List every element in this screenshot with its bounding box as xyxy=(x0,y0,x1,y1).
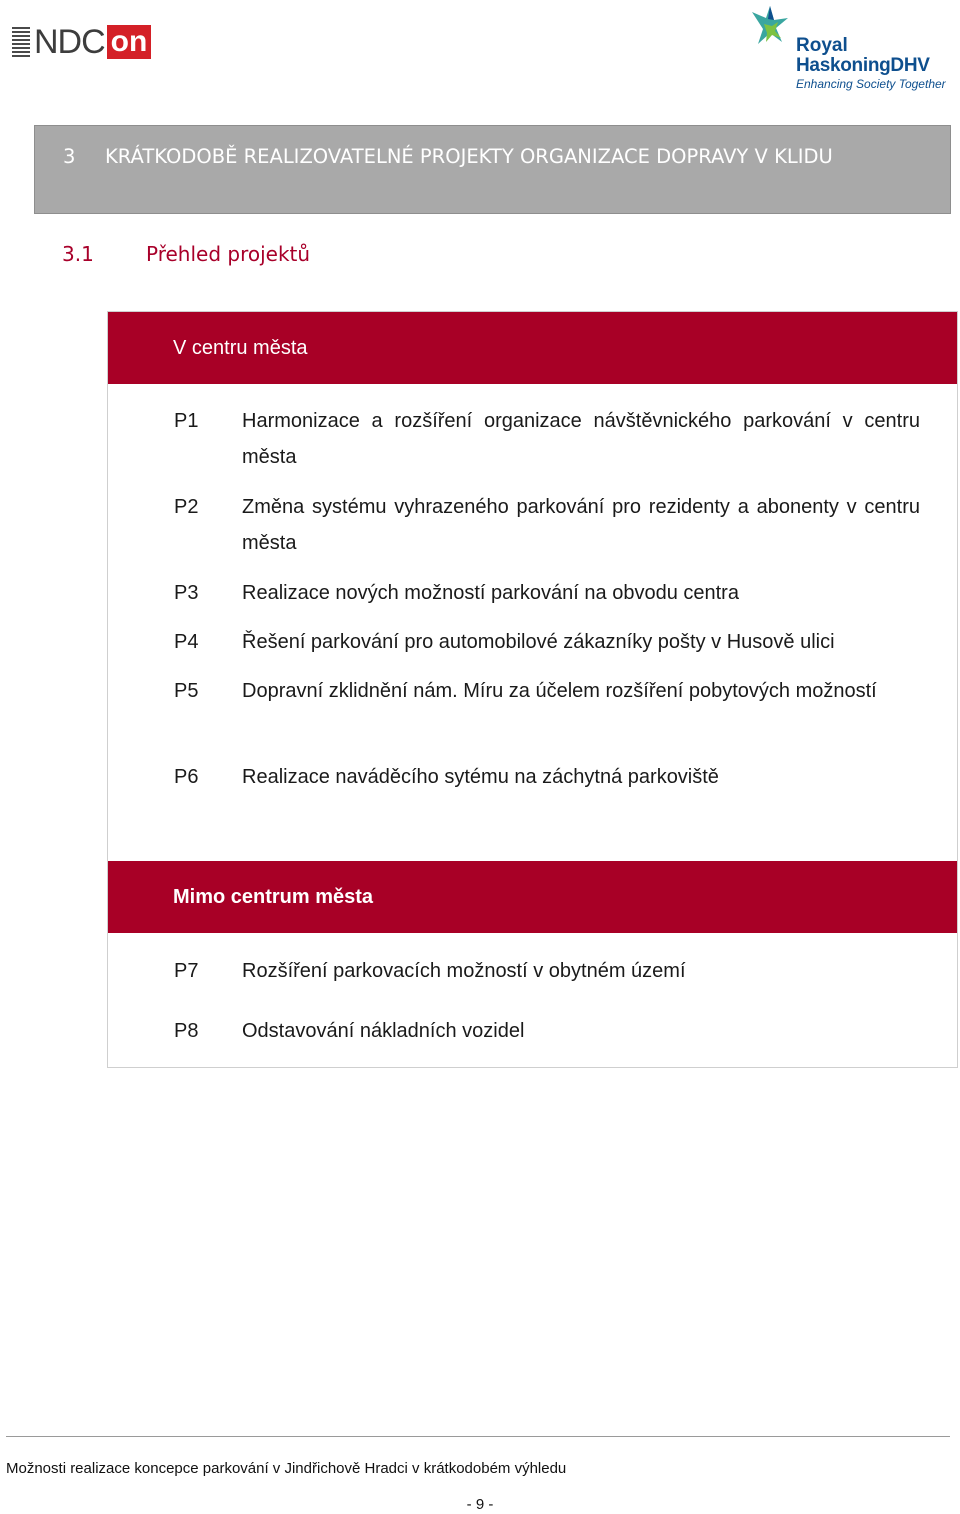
project-description: Změna systému vyhrazeného parkování pro rezidenty a abonenty v centru města xyxy=(242,496,920,554)
ndc-bars-icon xyxy=(12,27,30,57)
project-code: P6 xyxy=(174,766,199,788)
royal-haskoning-star-icon xyxy=(748,4,794,60)
logo-accent-text: on xyxy=(107,25,152,59)
group-title: V centru města xyxy=(173,337,308,359)
project-code: P2 xyxy=(174,496,199,518)
ndcon-logo xyxy=(12,22,151,62)
chapter-number: 3 xyxy=(63,145,76,168)
logo-text: NDC xyxy=(34,23,105,61)
group-title: Mimo centrum města xyxy=(173,886,374,908)
project-code: P4 xyxy=(174,631,199,653)
footer-text: Možnosti realizace koncepce parkování v Jindřichově Hradci v krátkodobém výhledu xyxy=(6,1460,567,1477)
logo-tagline: Enhancing Society Together xyxy=(796,77,946,91)
section-number: 3.1 xyxy=(62,242,94,266)
project-description: Odstavování nákladních vozidel xyxy=(242,1020,525,1042)
footer-divider xyxy=(6,1436,950,1437)
project-description: Realizace nových možností parkování na obvodu centra xyxy=(242,582,739,604)
project-table xyxy=(107,311,958,1068)
project-description: Dopravní zklidnění nám. Míru za účelem rozšíření pobytových možností xyxy=(242,680,877,702)
group-header-outside xyxy=(108,861,957,933)
project-description: Rozšíření parkovacích možností v obytném území xyxy=(242,960,686,982)
royal-haskoning-logo xyxy=(748,4,948,94)
chapter-title: KRÁTKODOBĚ REALIZOVATELNÉ PROJEKTY ORGANIZACE DOPRAVY V KLIDU xyxy=(105,145,833,168)
project-code: P7 xyxy=(174,960,199,982)
project-code: P1 xyxy=(174,410,199,432)
group-header-centre xyxy=(108,312,957,384)
project-code: P3 xyxy=(174,582,199,604)
project-description: Realizace naváděcího sytému na záchytná parkoviště xyxy=(242,766,719,788)
project-code: P5 xyxy=(174,680,199,702)
section-heading xyxy=(62,238,310,270)
project-code: P8 xyxy=(174,1020,199,1042)
chapter-heading xyxy=(34,125,951,214)
page-number: - 9 - xyxy=(466,1496,494,1513)
logo-line-2: HaskoningDHV xyxy=(796,55,930,76)
project-description: Harmonizace a rozšíření organizace návštěvnického parkování v centru města xyxy=(242,410,920,468)
section-title: Přehled projektů xyxy=(146,242,311,266)
logo-line-1: Royal xyxy=(796,35,848,56)
project-description: Řešení parkování pro automobilové zákazníky pošty v Husově ulici xyxy=(242,631,835,653)
